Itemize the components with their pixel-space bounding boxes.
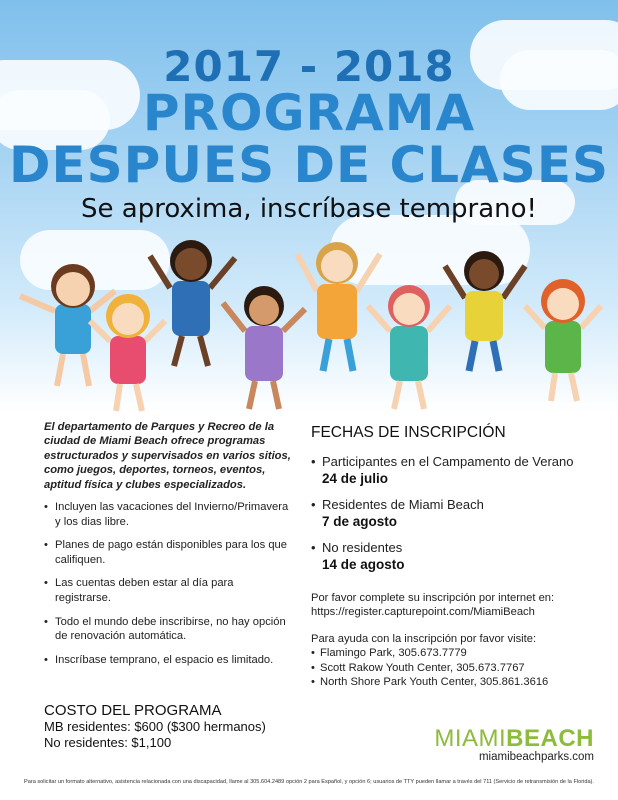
cost-residents: MB residentes: $600 ($300 hermanos) — [44, 719, 266, 734]
list-item: • Inscríbase temprano, el espacio es limitado. — [44, 653, 292, 668]
location-item: • North Shore Park Youth Center, 305.861.3616 — [311, 675, 611, 689]
list-item: • Las cuentas deben estar al día para registrarse. — [44, 576, 292, 605]
date-item — [311, 540, 611, 573]
registration-dates — [311, 424, 611, 689]
program-description — [44, 420, 292, 676]
date-label: • Residentes de Miami Beach — [311, 497, 611, 513]
accessibility-footer: Para solicitar un formato alternativo, asistencia relacionada con una discapacidad, llame al 305.604.2489 opción 2 para Español, y opción 6; usuarios de TTY pueden llamar a través del 711 (Servicio de retransmisión de la Florida). — [24, 779, 594, 785]
list-item: • Todo el mundo debe inscribirse, no hay opción de renovación automática. — [44, 615, 292, 644]
program-title: PROGRAMA — [142, 84, 476, 142]
miami-beach-logo — [418, 725, 594, 763]
child-figure — [525, 279, 601, 401]
date-value: 24 de julio — [322, 471, 389, 486]
child-figure — [445, 251, 525, 371]
child-figure — [223, 286, 305, 409]
logo-miami: MIAMI — [434, 725, 507, 752]
child-figure — [20, 264, 115, 386]
program-years: 2017 - 2018 — [163, 42, 455, 91]
program-cost — [44, 702, 304, 751]
cost-title: COSTO DEL PROGRAMA — [44, 702, 222, 719]
registration-link[interactable]: https://register.capturepoint.com/MiamiBeach — [311, 606, 535, 619]
program-subtitle: Se aproxima, inscríbase temprano! — [81, 194, 537, 224]
online-text: Por favor complete su inscripción por internet en: — [311, 592, 555, 604]
cost-non-residents: No residentes: $1,100 — [44, 735, 172, 750]
children-illustration — [0, 236, 618, 416]
date-item — [311, 454, 611, 487]
features-list — [44, 500, 292, 667]
location-item: • Flamingo Park, 305.673.7779 — [311, 646, 611, 660]
date-value: 7 de agosto — [322, 514, 398, 529]
help-text: Para ayuda con la inscripción por favor visite: — [311, 632, 537, 645]
logo-beach: BEACH — [506, 725, 594, 752]
date-item — [311, 497, 611, 530]
child-figure — [90, 294, 165, 411]
date-label: • Participantes en el Campamento de Verano — [311, 454, 611, 470]
location-item: • Scott Rakow Youth Center, 305.673.7767 — [311, 661, 611, 675]
registration-title: FECHAS DE INSCRIPCIÓN — [311, 424, 506, 441]
list-item: • Planes de pago están disponibles para los que califiquen. — [44, 538, 292, 567]
date-value: 14 de agosto — [322, 557, 405, 572]
list-item: • Incluyen las vacaciones del Invierno/Primavera y los dias libre. — [44, 500, 292, 529]
child-figure — [368, 285, 450, 409]
website-link[interactable]: miamibeachparks.com — [478, 751, 594, 763]
program-title-line2: DESPUES DE CLASES — [9, 136, 609, 194]
child-figure — [150, 240, 235, 366]
logo-wordmark — [418, 725, 594, 753]
date-label: • No residentes — [311, 540, 611, 556]
online-registration — [311, 591, 611, 620]
intro-paragraph: El departamento de Parques y Recreo de la ciudad de Miami Beach ofrece programas estructurados y supervisados en varios sitios, como juegos, deportes, torneos, eventos, aptitud física y clubes especializados. — [44, 421, 291, 491]
